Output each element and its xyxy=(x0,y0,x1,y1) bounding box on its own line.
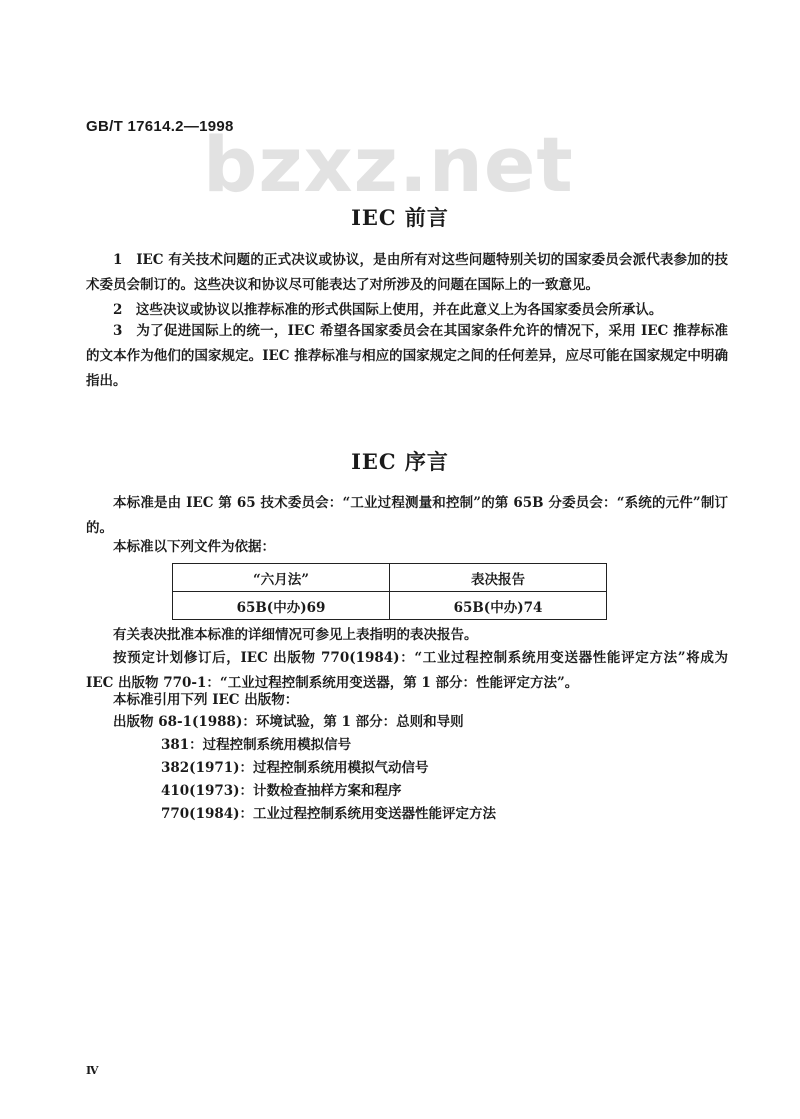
preface-intro: 本标准是由 IEC 第 65 技术委员会：“工业过程测量和控制”的第 65B 分委员会：“系统的元件”制订的。 xyxy=(86,495,728,536)
standard-code: GB/T 17614.2—1998 xyxy=(86,118,234,135)
table-row xyxy=(173,592,607,620)
reference-item: 381：过程控制系统用模拟信号 xyxy=(161,737,352,753)
reference-item: 410(1973)：计数检查抽样方案和程序 xyxy=(161,783,402,799)
foreword-paragraph-3: 3 为了促进国际上的统一，IEC 希望各国家委员会在其国家条件允许的情况下，采用 IEC 推荐标准的文本作为他们的国家规定。IEC 推荐标准与相应的国家规定之间的任何差异，应尽可能在国家规定中明确指出。 xyxy=(86,323,728,389)
table-cell: 65B(中办)74 xyxy=(390,592,607,620)
foreword-paragraph-1: 1 IEC 有关技术问题的正式决议或协议，是由所有对这些问题特别关切的国家委员会派代表参加的技术委员会制订的。这些决议和协议尽可能表达了对所涉及的问题在国际上的一致意见。 xyxy=(86,252,728,293)
preface-title: IEC 序言 xyxy=(351,449,449,474)
references-label: 本标准引用下列 IEC 出版物： xyxy=(113,692,299,708)
basis-label: 本标准以下列文件为依据： xyxy=(113,539,275,555)
reference-item: 770(1984)：工业过程控制系统用变送器性能评定方法 xyxy=(161,806,497,822)
reference-item: 出版物 68-1(1988)：环境试验，第 1 部分：总则和导则 xyxy=(113,714,464,730)
revision-note: 按预定计划修订后，IEC 出版物 770(1984)：“工业过程控制系统用变送器性能评定方法”将成为 IEC 出版物 770-1：“工业过程控制系统用变送器，第 1 部分：性能评定方法”。 xyxy=(86,650,728,691)
foreword-title: IEC 前言 xyxy=(351,205,449,230)
foreword-paragraph-2: 2 这些决议或协议以推荐标准的形式供国际上使用，并在此意义上为各国家委员会所承认。 xyxy=(113,302,663,318)
page-number: Ⅳ xyxy=(86,1064,99,1077)
table-header-cell: “六月法” xyxy=(173,564,390,592)
table-header-cell: 表决报告 xyxy=(390,564,607,592)
table-cell: 65B(中办)69 xyxy=(173,592,390,620)
table-header-row xyxy=(173,564,607,592)
watermark: bzxz.net xyxy=(203,120,574,209)
voting-note: 有关表决批准本标准的详细情况可参见上表指明的表决报告。 xyxy=(113,627,478,643)
voting-documents-table xyxy=(172,563,607,620)
reference-item: 382(1971)：过程控制系统用模拟气动信号 xyxy=(161,760,429,776)
